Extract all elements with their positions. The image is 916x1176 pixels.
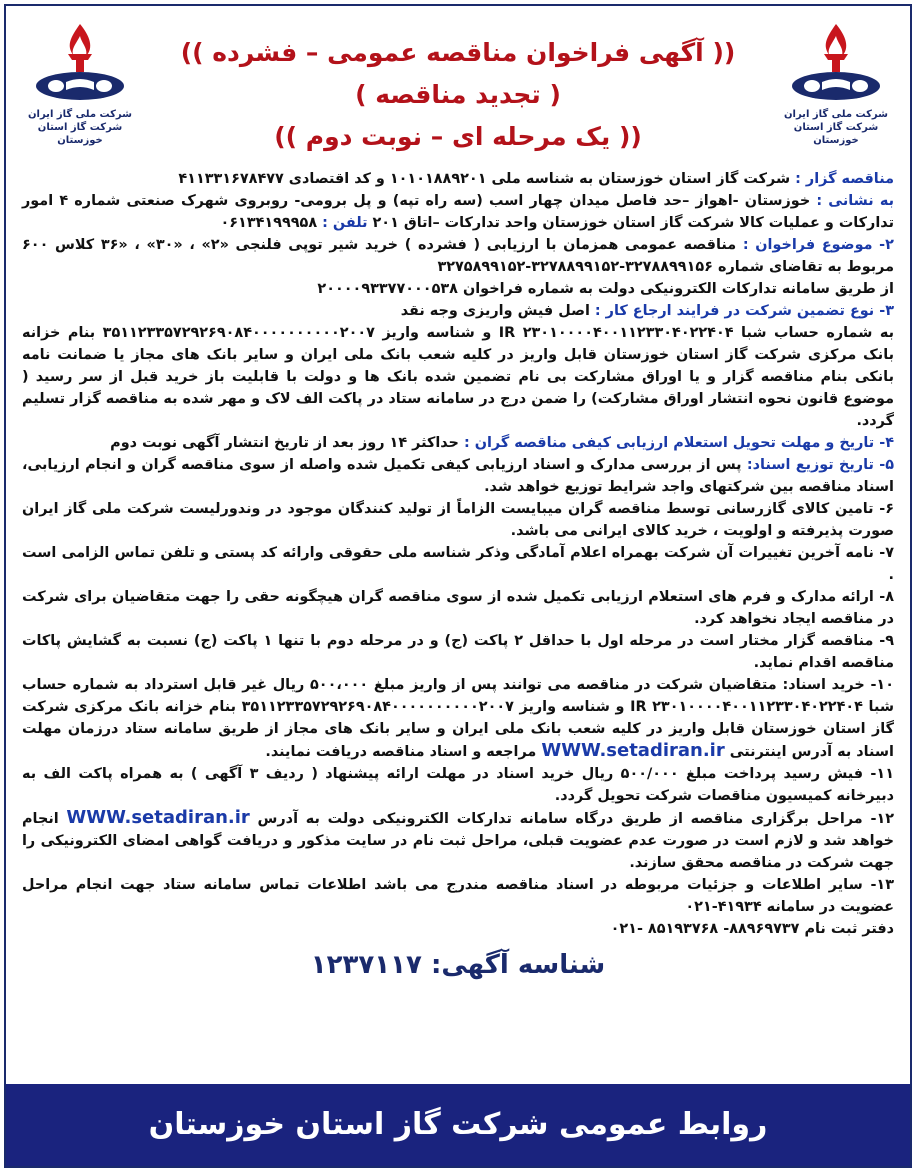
phone-value: ۰۶۱۳۴۱۹۹۹۵۸	[220, 215, 323, 231]
item-3-label: ۳- نوع تضمین شرکت در فرایند ارجاع کار :	[594, 303, 894, 319]
item-4	[22, 432, 894, 454]
item-10	[22, 674, 894, 763]
setadiran-link-2[interactable]: WWW.setadiran.ir	[66, 807, 250, 828]
footer-banner: روابط عمومی شرکت گاز استان خوزستان	[6, 1084, 910, 1166]
ad-id: شناسه آگهی: ۱۲۳۷۱۱۷	[310, 950, 606, 980]
item-13: ۱۳- سایر اطلاعات و جزئیات مربوطه در اسناد مناقصه مندرج می باشد اطلاعات تماس سامانه ستاد جهت انجام مراحل عضویت در سامانه ۴۱۹۳۴-۰۲۱	[22, 877, 894, 915]
logo-caption-1: شرکت ملی گاز ایران	[28, 109, 132, 120]
tenderer-label: مناقصه گزار :	[795, 171, 894, 187]
item-10-text-b: مراجعه و اسناد مناقصه دریافت نمایند.	[265, 744, 542, 760]
item-12-text-a: ۱۲- مراحل برگزاری مناقصه از طریق درگاه سامانه تدارکات الکترونیکی دولت به آدرس	[249, 811, 895, 827]
item-4-text: حداکثر ۱۴ روز بعد از تاریخ انتشار آگهی نوبت دوم	[110, 435, 464, 451]
address-label: به نشانی :	[816, 193, 894, 209]
item-5	[22, 454, 894, 498]
company-logo-right	[776, 20, 896, 147]
notice-header	[6, 6, 910, 166]
notice-titles	[156, 32, 760, 158]
tenderer-line	[22, 168, 894, 190]
item-2-call-number: از طریق سامانه تدارکات الکترونیکی دولت به شماره فراخوان ۲۰۰۰۰۹۳۳۷۷۰۰۰۵۳۸	[317, 281, 894, 297]
address-line	[22, 190, 894, 234]
item-11: ۱۱- فیش رسید پرداخت مبلغ ۵۰۰/۰۰۰ ریال خرید اسناد در مهلت ارائه پیشنهاد ( ردیف ۳ آگهی ) به همراه پاکت الف به دبیرخانه کمیسیون مناقصات شرکت تحویل گردد.	[22, 766, 894, 804]
item-12	[22, 807, 894, 874]
logo-caption-2: شرکت گاز استان خوزستان	[37, 122, 123, 146]
item-2-label: ۲- موضوع فراخوان :	[742, 237, 894, 253]
item-6: ۶- تامین کالای گازرسانی توسط مناقصه گران میبایست الزاماً از تولید کنندگان موجود در وندورلیست شرکت ملی گاز ایران صورت پذیرفته و اولویت ، خرید کالای ایرانی می باشد.	[22, 501, 894, 539]
notice-body	[6, 166, 910, 980]
gas-flame-logo-icon	[786, 20, 886, 108]
title-line-2: ( تجدید مناقصه )	[355, 80, 561, 109]
address-text: خوزستان -اهواز –حد فاصل میدان چهار اسب (سه راه تپه) و پل برومی- روبروی شهرک صنعتی شماره ۴ امور تدارکات و عملیات کالا شرکت گاز استان خوزستان واحد تدارکات –اتاق ۲۰۱	[22, 193, 894, 231]
tender-notice	[4, 4, 912, 1168]
registration-office: دفتر ثبت نام ۸۸۹۶۹۷۳۷- ۸۵۱۹۳۷۶۸ -۰۲۱	[610, 921, 894, 937]
gas-flame-logo-icon	[30, 20, 130, 108]
item-2	[22, 234, 894, 278]
item-8: ۸- ارائه مدارک و فرم های استعلام ارزیابی تکمیل شده از سوی مناقصه گران هیچگونه حقی را جهت متقاضیان برای شرکت در مناقصه ایجاد نخواهد کرد.	[22, 589, 894, 627]
title-line-1: (( آگهی فراخوان مناقصه عمومی – فشرده ))	[180, 38, 736, 67]
item-2-text: مناقصه عمومی همزمان با ارزیابی ( فشرده ) خرید شیر توپی فلنجی «۲» ، «۳۰» ، «۳۶ کلاس ۶۰۰ مربوط به تقاضای شماره ۳۲۷۸۸۹۹۱۵۶-۳۲۷۸۸۹۹۱۵۲-۳۲۷۵۸۹۹۱۵۲	[22, 237, 894, 275]
item-5-text: پس از بررسی مدارک و اسناد ارزیابی کیفی تکمیل شده واصله از سوی مناقصه گران و انجام ارزیابی، اسناد مناقصه بین شرکتهای واجد شرایط توزیع خواهد شد.	[22, 457, 894, 495]
item-4-label: ۴- تاریخ و مهلت تحویل استعلام ارزیابی کیفی مناقصه گران :	[463, 435, 894, 451]
item-5-label: ۵- تاریخ توزیع اسناد:	[746, 457, 894, 473]
item-9: ۹- مناقصه گزار مختار است در مرحله اول با حداقل ۲ پاکت (ج) و در مرحله دوم با تنها ۱ پاکت (ج) نسبت به گشایش پاکات مناقصه اقدام نماید.	[22, 633, 894, 671]
logo-caption-2: شرکت گاز استان خوزستان	[793, 122, 879, 146]
company-logo	[20, 20, 140, 147]
item-3	[22, 300, 894, 322]
logo-caption-1: شرکت ملی گاز ایران	[784, 109, 888, 120]
item-3-paragraph: به شماره حساب شبا IR ۲۳۰۱۰۰۰۰۴۰۰۱۱۲۳۳۰۴۰۲۲۴۰۴ و شناسه واریز ۳۵۱۱۲۳۳۵۷۲۹۲۶۹۰۸۴۰۰۰۰۰۰۰۰۰۰۲۰۰۷ بنام خزانه بانک مرکزی شرکت گاز استان خوزستان قابل واریز در کلیه شعب بانک ملی ایران و سایر بانک های مجاز یا ضمانت نامه بانکی بنام مناقصه گزار و یا اوراق مشارکت بی نام تضمین شده بانک ها و دولت با قابلیت باز خرید قبل از سر رسید ( موضوع قانون نحوه انتشار اوراق مشارکت) را ضمن درج در سامانه ستاد در پاکت الف لاک و مهر شده به مناقصه گزار تسلیم گردد.	[22, 325, 895, 429]
phone-label: تلفن :	[322, 215, 368, 231]
tenderer-text: شرکت گاز استان خوزستان به شناسه ملی ۱۰۱۰۱۸۸۹۲۰۱ و کد اقتصادی ۴۱۱۳۳۱۶۷۸۴۷۷	[178, 171, 796, 187]
item-3-text: اصل فیش واریزی وجه نقد	[400, 303, 595, 319]
title-line-3: (( یک مرحله ای – نوبت دوم ))	[274, 122, 642, 151]
item-12-text-b: انجام خواهد شد و لازم است در صورت عدم عضویت قبلی، مراحل ثبت نام در سایت مذکور و دریافت گواهی امضای الکترونیکی را جهت شرکت در مناقصه محقق سازند.	[22, 811, 894, 871]
setadiran-link[interactable]: WWW.setadiran.ir	[541, 740, 725, 761]
item-10-text-a: ۱۰- خرید اسناد: متقاضیان شرکت در مناقصه می توانند پس از واریز مبلغ ۵۰۰،۰۰۰ ریال غیر قابل استرداد به شماره حساب شبا IR ۲۳۰۱۰۰۰۰۴۰۰۱۱۲۳۳۰۴۰۲۲۴۰۴ و شناسه واریز ۳۵۱۱۲۳۳۵۷۲۹۲۶۹۰۸۴۰۰۰۰۰۰۰۰۰۰۲۰۰۷ بنام خزانه بانک مرکزی شرکت گاز استان خوزستان قابل واریز در کلیه شعب بانک ملی ایران و سایر بانک های مجاز از طریق سامانه ستاد درزمان مهلت اسناد به آدرس اینترنتی	[22, 677, 894, 760]
item-7: ۷- نامه آخرین تغییرات آن شرکت بهمراه اعلام آمادگی وذکر شناسه ملی حقوقی وارائه کد پستی و تلفن تماس الزامی است .	[22, 545, 894, 583]
